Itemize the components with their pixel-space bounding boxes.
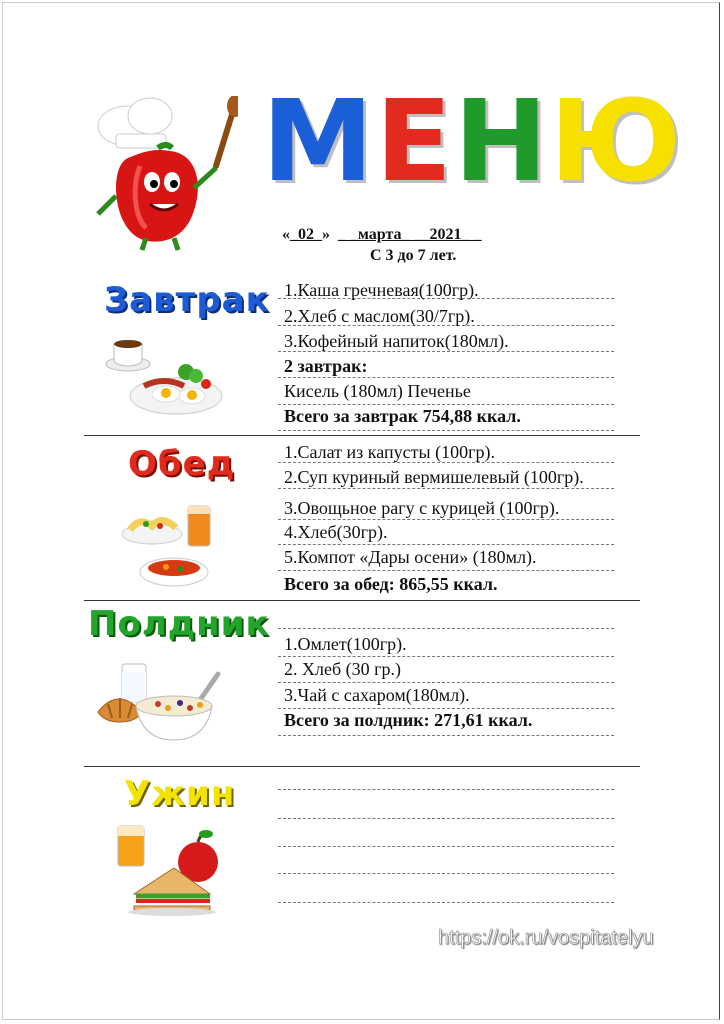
dinner-heading: Ужин bbox=[124, 774, 236, 814]
title-letter-1: М bbox=[262, 77, 376, 207]
breakfast-item-3: 3.Кофейный напиток(180мл). bbox=[284, 331, 509, 351]
lunch-item-1: 1.Салат из капусты (100гр). bbox=[284, 442, 495, 462]
section-divider bbox=[84, 600, 640, 601]
lunch-line-2 bbox=[278, 488, 614, 489]
snack-line-4 bbox=[278, 735, 614, 736]
breakfast-item-2: 2.Хлеб с маслом(30/7гр). bbox=[284, 306, 475, 326]
dinner-line-1 bbox=[278, 789, 614, 790]
lunch-item-4: 4.Хлеб(30гр). bbox=[284, 522, 388, 542]
snack-line-3 bbox=[278, 708, 614, 709]
breakfast-line-5 bbox=[278, 430, 614, 431]
date-day: _02_ bbox=[290, 226, 322, 243]
title-letter-2: Е bbox=[375, 77, 454, 207]
title-letter-3: Н bbox=[453, 77, 550, 207]
lunch-line-4 bbox=[278, 544, 614, 545]
age-range: С 3 до 7 лет. bbox=[370, 247, 457, 264]
snack-total: Всего за полдник: 271,61 ккал. bbox=[284, 710, 533, 730]
bell-pepper-chef-icon bbox=[88, 96, 238, 251]
pasta-soup-juice-icon bbox=[122, 500, 222, 592]
watermark: https://ok.ru/vospitatelyu bbox=[438, 927, 654, 949]
breakfast-line-4 bbox=[278, 404, 614, 405]
date-open: « bbox=[282, 226, 290, 243]
dinner-line-3 bbox=[278, 846, 614, 847]
sandwich-apple-juice-icon bbox=[114, 824, 224, 916]
snack-heading: Полдник bbox=[88, 604, 270, 644]
date-month: _ _марта_ _ bbox=[338, 226, 422, 243]
second-breakfast-item: Кисель (180мл) Печенье bbox=[284, 381, 471, 401]
croissant-cereal-milk-icon bbox=[92, 660, 224, 752]
lunch-line-5 bbox=[278, 570, 614, 571]
menu-date bbox=[282, 226, 482, 244]
snack-item-3: 3.Чай с сахаром(180мл). bbox=[284, 685, 470, 705]
second-breakfast-heading: 2 завтрак: bbox=[284, 356, 368, 376]
snack-line-0 bbox=[278, 628, 614, 629]
lunch-line-3 bbox=[278, 519, 614, 520]
snack-line-1 bbox=[278, 656, 614, 657]
lunch-total: Всего за обед: 865,55 ккал. bbox=[284, 574, 498, 594]
section-divider bbox=[84, 435, 640, 436]
date-year: _2021_ _ bbox=[421, 226, 482, 243]
title-letter-4: Ю bbox=[549, 77, 684, 207]
date-close: » bbox=[322, 226, 330, 243]
lunch-heading: Обед bbox=[128, 444, 236, 484]
snack-item-2: 2. Хлеб (30 гр.) bbox=[284, 659, 401, 679]
breakfast-heading: Завтрак bbox=[104, 280, 270, 320]
page-title bbox=[262, 77, 684, 207]
dinner-line-4 bbox=[278, 873, 614, 874]
lunch-item-5: 5.Компот «Дары осени» (180мл). bbox=[284, 547, 537, 567]
coffee-and-eggs-icon bbox=[104, 330, 224, 418]
lunch-item-2: 2.Суп куриный вермишелевый (100гр). bbox=[284, 467, 584, 487]
snack-line-2 bbox=[278, 682, 614, 683]
dinner-line-5 bbox=[278, 902, 614, 903]
dinner-line-2 bbox=[278, 818, 614, 819]
breakfast-line-3 bbox=[278, 377, 614, 378]
breakfast-item-1: 1.Каша гречневая(100гр). bbox=[284, 280, 479, 300]
section-divider bbox=[84, 766, 640, 767]
lunch-item-3: 3.Овощьное рагу с курицей (100гр). bbox=[284, 498, 560, 518]
snack-item-1: 1.Омлет(100гр). bbox=[284, 634, 407, 654]
breakfast-total: Всего за завтрак 754,88 ккал. bbox=[284, 406, 521, 426]
